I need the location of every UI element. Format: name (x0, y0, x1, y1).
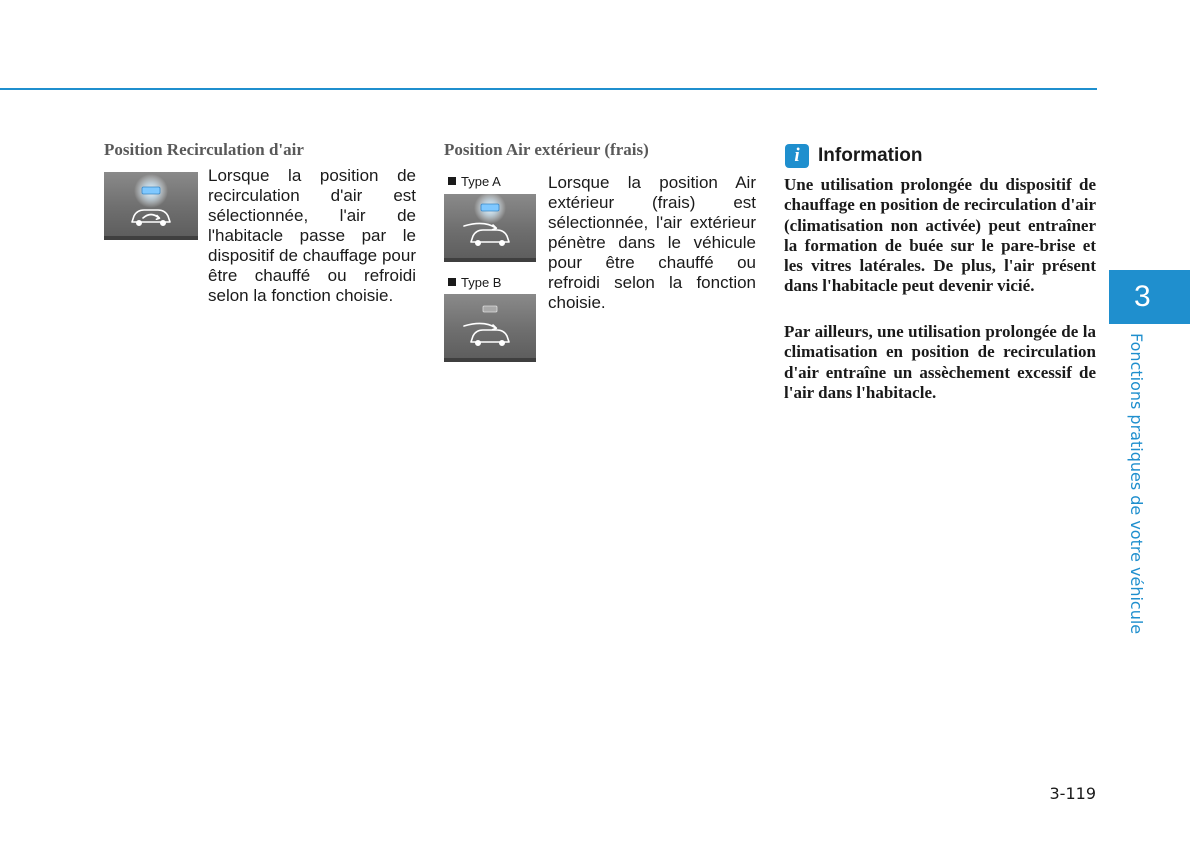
recirculation-heading: Position Recirculation d'air (104, 140, 304, 159)
page-number: 3-119 (1049, 784, 1096, 803)
information-paragraph-2: Par ailleurs, une utilisation prolongée de la climatisation en position de recirculation d'air entraîne un assèchement excessif de l'air dans l'habitacle. (784, 322, 1096, 402)
type-a-label: Type A (448, 174, 501, 189)
fresh-air-button-icon (444, 294, 536, 358)
recirculation-button-icon (104, 172, 198, 236)
fresh-air-description: Lorsque la position Air extérieur (frais) est sélectionnée, l'air extérieur pénètre dans le véhicule pour être chauffé ou refroidi selon la fonction choisie. (548, 173, 756, 312)
recirculation-description: Lorsque la position de recirculation d'air est sélectionnée, l'air de l'habitacle passe par le dispositif de chauffage pour être chauffé ou refroidi selon la fonction choisie. (208, 166, 416, 305)
information-title: Information (818, 145, 923, 166)
type-b-label: Type B (448, 275, 501, 290)
bullet-square-icon (448, 177, 456, 185)
chapter-tab: 3 (1109, 270, 1190, 324)
information-paragraph-1: Une utilisation prolongée du dispositif de chauffage en position de recirculation d'air (climatisation non activée) peut entraîner la formation de buée sur le pare-brise et les vitres latérales. De plus, l'air présent dans l'habitacle peut devenir vicié. (784, 175, 1096, 296)
fresh-air-button-type-b-illustration (444, 294, 536, 362)
info-icon: i (785, 144, 809, 168)
fresh-air-button-icon (444, 194, 536, 258)
top-rule (0, 88, 1097, 90)
bullet-square-icon (448, 278, 456, 286)
chapter-title: Fonctions pratiques de votre véhicule (1127, 333, 1146, 635)
recirculation-button-illustration (104, 172, 198, 240)
fresh-air-button-type-a-illustration (444, 194, 536, 262)
fresh-air-heading: Position Air extérieur (frais) (444, 140, 649, 159)
